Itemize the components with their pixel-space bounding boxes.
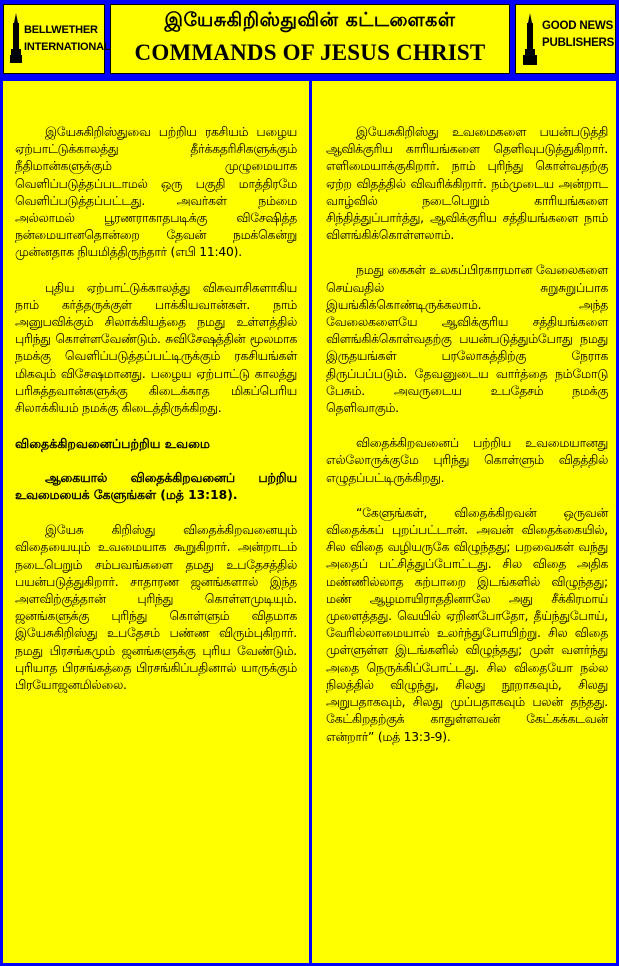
left-paragraph-1: இயேசுகிறிஸ்துவை பற்றிய ரகசியம் பழைய ஏற்பாட்டுக்காலத்து தீர்க்கதரிசிகளுக்கும் நீதிமான்களுக்கும் முழுமையாக வெளிப்படுத்தப்படாமல் ஒரு பகுதி மாத்திரமே வெளிப்படுத்தப்பட்டது. அவர்கள் நம்மை அல்லாமல் பூரணராகாதபடிக்கு விசேஷித்த நன்மையானதொன்றை தேவன் நமக்கென்று முன்னதாக நியமித்திருந்தார் (எபி 11:40). bbox=[15, 125, 297, 260]
right-paragraph-3: விதைக்கிறவனைப் பற்றிய உவமையானது எல்லோருக்குமே புரிந்து கொள்ளும் விதத்தில் எழுதப்பட்டிருக்கிறது. bbox=[326, 436, 608, 485]
left-paragraph-2: புதிய ஏற்பாட்டுக்காலத்து விசுவாசிகளாகிய நாம் கர்த்தருக்குள் பாக்கியவான்கள். நாம் அனுபவிக்கும் சிலாக்கியத்தை நமது உள்ளத்தில் புரிந்து கொள்ளவேண்டும். சுவிசேஷத்தின் மூலமாக நமக்கு வெளிப்படுத்தப்பட்டிருக்கும் ரகசியங்கள் மிகவும் விசேஷமானது. பழைய ஏற்பாட்டு காலத்து பரிசுத்தவான்களுக்கு கிடைக்காத மிகப்பெரிய சிலாக்கியம் நமக்கு கிடைத்திருக்கிறது. bbox=[15, 280, 297, 416]
header-bar bbox=[0, 0, 619, 78]
left-paragraph-3: இயேசு கிறிஸ்து விதைக்கிறவனையும் விதையையும் உவமையாக கூறுகிறார். அன்றாடம் நடைபெறும் சம்பவங்களை தமது உபதேசத்தில் பயன்படுத்துகிறார். சாதாரண ஜனங்களால் இந்த அளவிற்குத்தான் புரிந்து கொள்ளமுடியும். ஜனங்களுக்கு புரிந்து கொள்ளும் விதமாக இயேசுகிறிஸ்து உபதேசம் பண்ண விரும்புகிறார். நமது பிரசங்கமும் ஜனங்களுக்கு புரிய வேண்டும். புரியாத பிரசங்கத்தை பிரசங்கிப்பதினால் யாருக்கும் பிரயோஜனமில்லை. bbox=[15, 523, 297, 693]
right-column bbox=[309, 78, 619, 966]
tower-icon bbox=[523, 13, 537, 65]
logo-right-line1: GOOD NEWS bbox=[542, 20, 614, 32]
right-paragraph-4: “கேளுங்கள், விதைக்கிறவன் ஒருவன் விதைக்கப் புறப்பட்டான். அவன் விதைக்கையில், சில விதை வழியருகே விழுந்தது; பறவைகள் வந்து அதைப் பட்சித்துப்போட்டது. சில விதை அதிக மண்ணில்லாத கற்பாறை இடங்களில் விழுந்தது; மண் ஆழமாயிராததினாலே அது சீக்கிரமாய் முளைத்தது. வெயில் ஏறினபோதோ, தீய்ந்துபோய், வேரில்லாமையால் உலர்ந்துபோயிற்று. சில விதை முள்ளுள்ள இடங்களில் விழுந்தது; முள் வளர்ந்து அதை நெருக்கிப்போட்டது. சில விதையோ நல்ல நிலத்தில் விழுந்து, சிலது நூறாகவும், சிலது அறுபதாகவும், சிலது முப்பதாகவும் பலன் தந்தது. கேட்கிறதற்குக் காதுள்ளவன் கேட்கக்கடவன் என்றார்” (மத் 13:3-9). bbox=[326, 505, 608, 744]
logo-right-line2: PUBLISHERS bbox=[542, 37, 615, 49]
title-tamil: இயேசுகிறிஸ்துவின் கட்டளைகள் bbox=[164, 9, 456, 31]
section-heading: விதைக்கிறவனைப்பற்றிய உவமை bbox=[15, 436, 210, 452]
logo-left-line2: INTERNATIONAL bbox=[24, 41, 111, 53]
tower-icon bbox=[10, 13, 22, 63]
bellwether-logo bbox=[3, 4, 111, 74]
right-paragraph-2: நமது கைகள் உலகப்பிரகாரமான வேலைகளை செய்வதில் சுறுசுறுப்பாக இயங்கிக்கொண்டிருக்கலாம். அந்த வேலைகளையே ஆவிக்குரிய சத்தியங்களை விளங்கிக்கொள்வதற்கு பயன்படுத்தும்போது நமது இருதயங்கள் பரலோகத்திற்கு நேராக திருப்பப்படும். தேவனுடைய வார்த்தை நம்மோடு பேசும். அவருடைய உபதேசம் நமக்கு தெளிவாகும். bbox=[326, 263, 608, 416]
logo-left-line1: BELLWETHER bbox=[24, 24, 98, 36]
title-box bbox=[110, 4, 510, 74]
right-paragraph-1: இயேசுகிறிஸ்து உவமைகளை பயன்படுத்தி ஆவிக்குரிய காரியங்களை தெளிவுபடுத்துகிறார். எளிமையாக்குகிறார். நாம் புரிந்து கொள்வதற்கு ஏற்ற விதத்தில் விவரிக்கிறார். நம்முடைய அன்றாட வாழ்வில் நடைபெறும் காரியங்களை சிந்தித்துப்பார்த்து, ஆவிக்குரிய சத்தியங்களை நாம் விளங்கிக்கொள்ளலாம். bbox=[326, 125, 608, 243]
title-english: COMMANDS OF JESUS CHRIST bbox=[134, 40, 486, 65]
sub-heading: ஆகையால் விதைக்கிறவனைப் பற்றிய உவமையைக் கேளுங்கள் (மத் 13:18). bbox=[15, 471, 297, 503]
left-column bbox=[0, 78, 312, 966]
good-news-logo bbox=[515, 4, 616, 74]
